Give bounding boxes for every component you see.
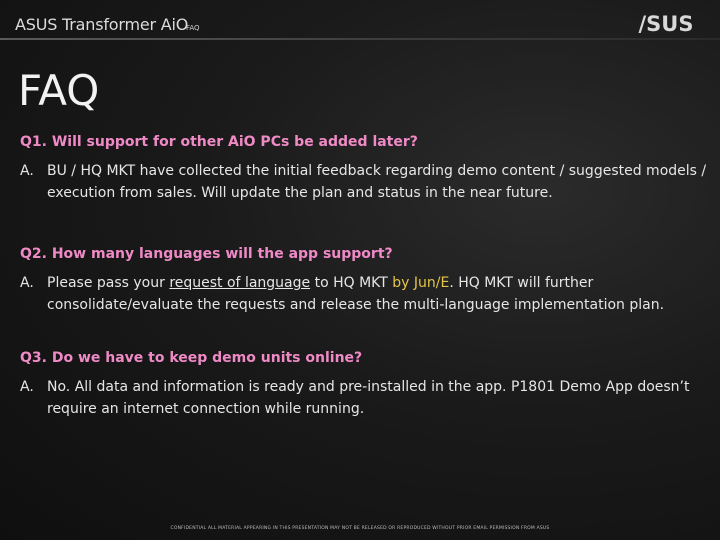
slide-header — [0, 0, 720, 40]
question-2: Q2. How many languages will the app support? — [20, 246, 393, 262]
question-1: Q1. Will support for other AiO PCs be added later? — [20, 134, 418, 150]
brand-title: ASUS Transformer AiO — [15, 15, 189, 34]
question-3: Q3. Do we have to keep demo units online? — [20, 350, 363, 366]
svg-text:/SUS: /SUS — [638, 12, 694, 34]
answer-2-underlined: request of language — [169, 275, 311, 291]
answer-2 — [20, 272, 710, 316]
answer-3 — [20, 376, 710, 420]
faq-item-3 — [20, 350, 710, 420]
page-title: FAQ — [18, 66, 100, 115]
answer-marker: A. — [20, 275, 34, 291]
faq-item-1 — [20, 134, 710, 204]
answer-marker: A. — [20, 379, 34, 395]
answer-2-text-mid: to HQ MKT — [310, 275, 393, 291]
answer-2-text-start: Please pass your — [47, 275, 170, 291]
confidential-footer: CONFIDENTIAL ALL MATERIAL APPEARING IN THIS PRESENTATION MAY NOT BE RELEASED OR REPRODUCED WITHOUT PRIOR EMAIL PERMISSION FROM ASUS — [170, 526, 550, 531]
faq-item-2 — [20, 246, 710, 316]
answer-2-text-end: . HQ MKT will further consolidate/evaluate the requests and release the multi-language implementation plan. — [47, 275, 665, 313]
answer-1 — [20, 160, 710, 204]
answer-2-deadline: by Jun/E — [392, 275, 450, 291]
header-divider — [0, 38, 720, 40]
answer-3-text: No. All data and information is ready and pre-installed in the app. P1801 Demo App doesn’t require an internet connection while running. — [47, 379, 690, 417]
asus-logo-icon — [626, 12, 706, 34]
section-tag: FAQ — [186, 24, 200, 32]
answer-1-text: BU / HQ MKT have collected the initial feedback regarding demo content / suggested models / execution from sales. Will update the plan and status in the near future. — [47, 163, 707, 201]
answer-marker: A. — [20, 163, 34, 179]
